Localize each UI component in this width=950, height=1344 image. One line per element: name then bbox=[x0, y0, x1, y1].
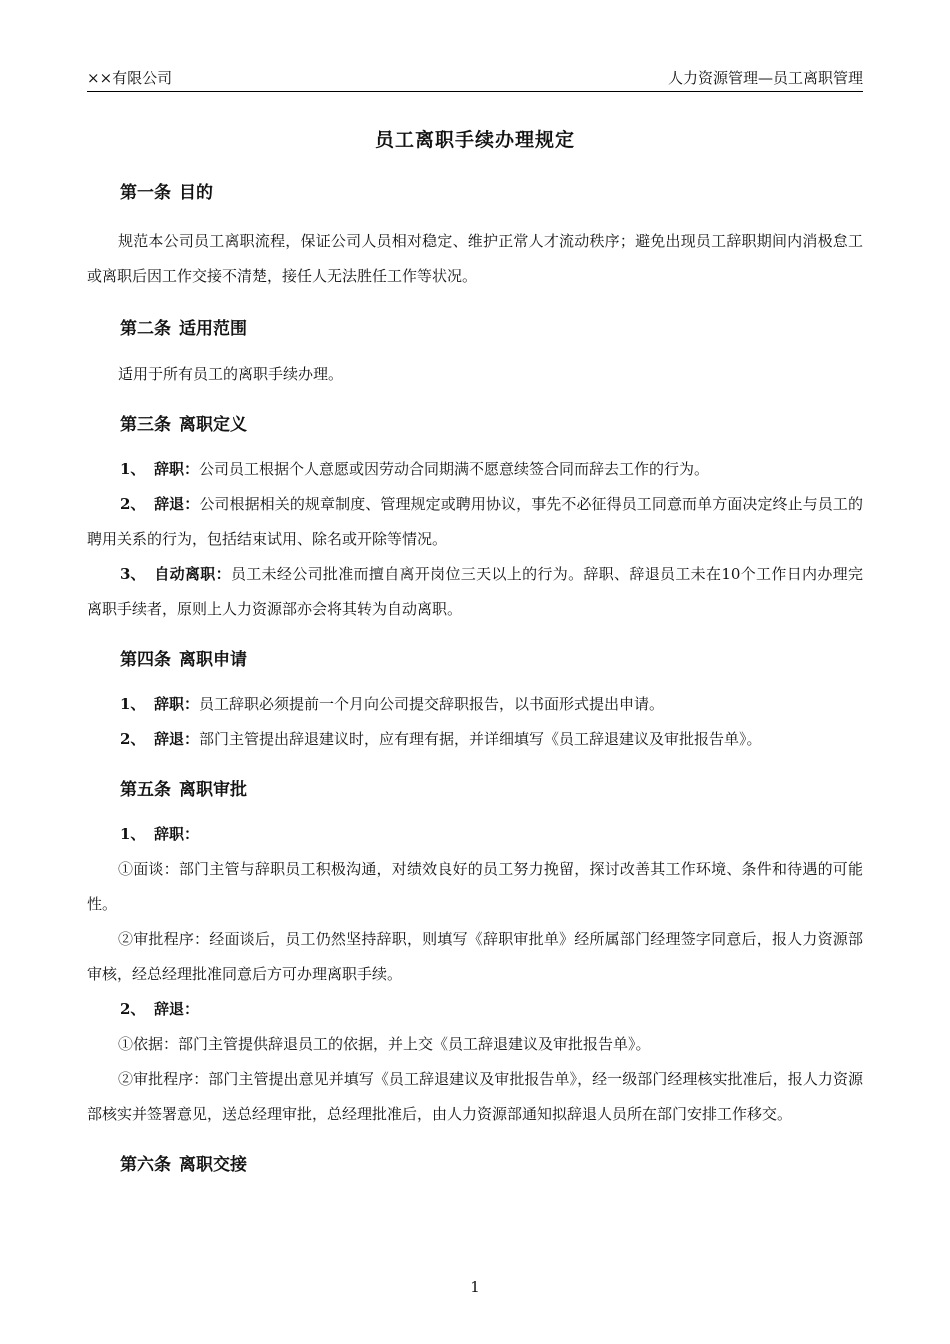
item-number: 1、 bbox=[120, 695, 146, 713]
article-5-paragraph: ②审批程序：经面谈后，员工仍然坚持辞职，则填写《辞职审批单》经所属部门经理签字同意后，报人力资源部审核，经总经理批准同意后方可办理离职手续。 bbox=[87, 930, 863, 983]
article-3-heading bbox=[120, 412, 863, 438]
item-term: 自动离职： bbox=[154, 565, 231, 583]
header-section: 人力资源管理—员工离职管理 bbox=[667, 69, 863, 87]
article-title: 离职审批 bbox=[179, 780, 247, 800]
article-3-item bbox=[87, 487, 863, 557]
page-number: 1 bbox=[470, 1278, 480, 1296]
item-term: 辞退： bbox=[154, 1000, 200, 1018]
page-header bbox=[87, 67, 863, 92]
article-3-item bbox=[87, 452, 863, 487]
article-4-heading bbox=[120, 647, 863, 673]
article-2-body: 适用于所有员工的离职手续办理。 bbox=[118, 365, 344, 383]
item-term: 辞退： bbox=[154, 495, 200, 513]
article-number: 第二条 bbox=[120, 319, 171, 339]
item-number: 3、 bbox=[120, 565, 146, 583]
item-number: 2、 bbox=[120, 1000, 146, 1018]
item-term: 辞职： bbox=[154, 695, 200, 713]
article-number: 第四条 bbox=[120, 650, 171, 670]
article-4-item bbox=[87, 687, 863, 722]
document-body bbox=[87, 118, 863, 1178]
article-number: 第三条 bbox=[120, 415, 171, 435]
item-text: 员工辞职必须提前一个月向公司提交辞职报告，以书面形式提出申请。 bbox=[199, 695, 665, 713]
item-number: 1、 bbox=[120, 460, 146, 478]
item-number: 1、 bbox=[120, 825, 146, 843]
item-number: 2、 bbox=[120, 730, 146, 748]
article-number: 第五条 bbox=[120, 780, 171, 800]
item-number: 2、 bbox=[120, 495, 146, 513]
article-1-heading bbox=[120, 180, 863, 206]
article-title: 目的 bbox=[179, 183, 213, 203]
item-text: 公司根据相关的规章制度、管理规定或聘用协议，事先不必征得员工同意而单方面决定终止与员工的聘用关系的行为，包括结束试用、除名或开除等情况。 bbox=[87, 495, 863, 548]
article-5-subheading bbox=[87, 992, 863, 1027]
item-text: 公司员工根据个人意愿或因劳动合同期满不愿意续签合同而辞去工作的行为。 bbox=[199, 460, 710, 478]
article-1-body: 规范本公司员工离职流程，保证公司人员相对稳定、维护正常人才流动秩序；避免出现员工辞职期间内消极怠工或离职后因工作交接不清楚，接任人无法胜任工作等状况。 bbox=[87, 232, 863, 285]
article-6-heading bbox=[120, 1152, 863, 1178]
header-company: ××有限公司 bbox=[87, 69, 173, 87]
article-5-paragraph: ①面谈：部门主管与辞职员工积极沟通，对绩效良好的员工努力挽留，探讨改善其工作环境、条件和待遇的可能性。 bbox=[87, 860, 863, 913]
article-title: 离职申请 bbox=[179, 650, 247, 670]
article-title: 离职交接 bbox=[179, 1155, 247, 1175]
document-title: 员工离职手续办理规定 bbox=[374, 129, 575, 151]
article-5-paragraph: ②审批程序：部门主管提出意见并填写《员工辞退建议及审批报告单》，经一级部门经理核实批准后，报人力资源部核实并签署意见，送总经理审批，总经理批准后，由人力资源部通知拟辞退人员所在部门安排工作移交。 bbox=[87, 1070, 863, 1123]
article-title: 离职定义 bbox=[179, 415, 247, 435]
item-term: 辞退： bbox=[154, 730, 200, 748]
item-term: 辞职： bbox=[154, 825, 200, 843]
article-number: 第六条 bbox=[120, 1155, 171, 1175]
article-5-paragraph: ①依据：部门主管提供辞退员工的依据，并上交《员工辞退建议及审批报告单》。 bbox=[118, 1035, 651, 1053]
article-title: 适用范围 bbox=[179, 319, 247, 339]
article-3-item bbox=[87, 557, 863, 627]
article-2-heading bbox=[120, 316, 863, 342]
article-5-subheading bbox=[87, 817, 863, 852]
article-4-item bbox=[87, 722, 863, 757]
item-text: 部门主管提出辞退建议时，应有理有据，并详细填写《员工辞退建议及审批报告单》。 bbox=[199, 730, 762, 748]
article-number: 第一条 bbox=[120, 183, 171, 203]
article-5-heading bbox=[120, 777, 863, 803]
item-term: 辞职： bbox=[154, 460, 200, 478]
item-text: 员工未经公司批准而擅自离开岗位三天以上的行为。辞职、辞退员工未在10个工作日内办理完离职手续者，原则上人力资源部亦会将其转为自动离职。 bbox=[87, 565, 863, 618]
